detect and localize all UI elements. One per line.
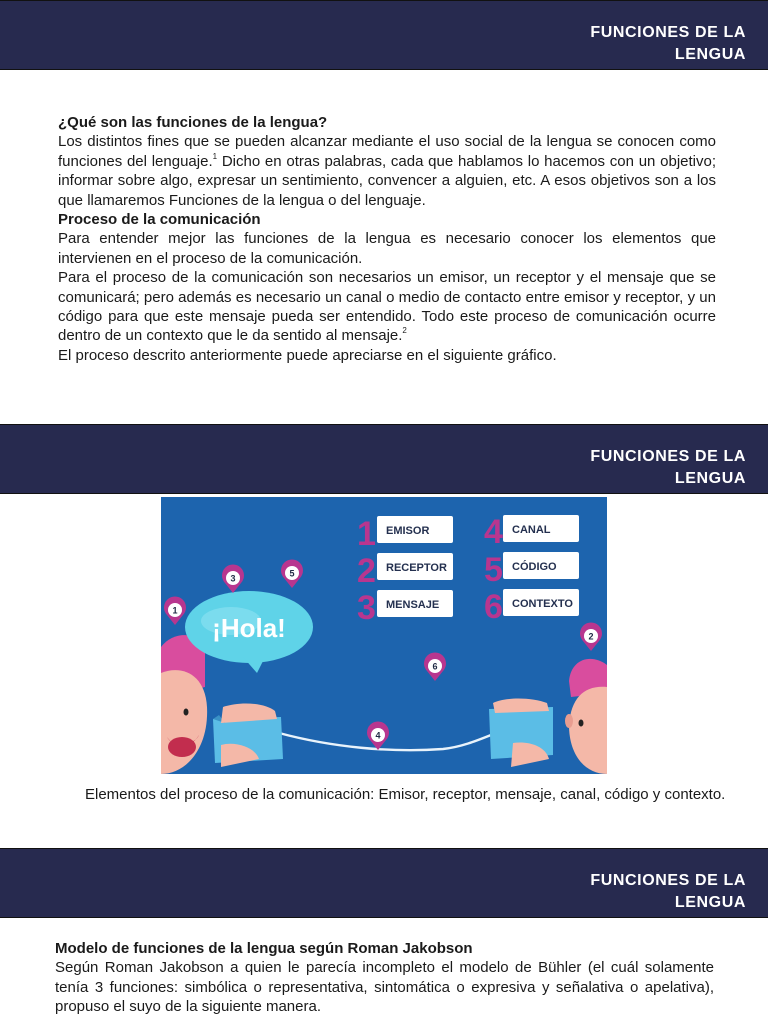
section-heading: Proceso de la comunicación: [58, 211, 261, 229]
element-label-receptor: RECEPTOR: [386, 562, 447, 574]
paragraph: [58, 132, 716, 210]
hola-text: ¡Hola!: [212, 613, 286, 643]
paragraph-text: Para el proceso de la comunicación son necesarios un emisor, un receptor y el mensaje que se comunicará; pero además es necesario un canal o medio de contacto entre emisor y receptor, y un código para que este mensaje pueda ser entendido. Todo este proceso de comunicación ocurre dentro de un contexto que le da sentido al mensaje.: [58, 269, 716, 345]
paragraph: [58, 268, 716, 346]
section-jakobson-model: [55, 939, 714, 1017]
element-label-mensaje: MENSAJE: [386, 599, 440, 611]
figure-caption: [85, 785, 744, 804]
paragraph-text: Dicho en otras palabras, cada que hablamos lo hacemos con un objetivo; informar sobre algo, expresar un sentimiento, convencer a alguien, etc. A esos objetivos son a los que llamaremos Funciones de la lengua o del lenguaje.: [58, 152, 717, 209]
header-banner: [0, 848, 768, 918]
paragraph: Según Roman Jakobson a quien le parecía incompleto el modelo de Bühler (el cuál solamente tenía 3 funciones: simbólica o representativa, sintomática o expresiva y señalativa o apelativa), propuso el suyo de la siguiente manera.: [55, 959, 714, 1016]
header-banner: [0, 424, 768, 494]
header-banner: [0, 0, 768, 70]
element-number: 2: [357, 552, 376, 590]
element-label-emisor: EMISOR: [386, 525, 430, 537]
element-label-codigo: CÓDIGO: [512, 561, 557, 573]
svg-text:6: 6: [432, 661, 438, 672]
caption-text: Elementos del proceso de la comunicación: Emisor, receptor, mensaje, canal, código y contexto.: [85, 786, 726, 803]
banner-title: [486, 22, 746, 66]
footnote-ref[interactable]: 1: [212, 151, 218, 161]
element-number: 1: [357, 515, 376, 553]
paragraph: Para entender mejor las funciones de la lengua es necesario conocer los elementos que intervienen en el proceso de la comunicación.: [58, 230, 716, 267]
section-functions-intro: [58, 113, 716, 365]
svg-text:2: 2: [588, 631, 594, 642]
element-label-canal: CANAL: [512, 524, 551, 536]
banner-title: [486, 870, 746, 914]
section-heading: ¿Qué son las funciones de la lengua?: [58, 114, 328, 131]
svg-text:4: 4: [375, 730, 381, 741]
banner-title-line1: FUNCIONES DE LA: [590, 448, 746, 465]
svg-text:5: 5: [289, 568, 295, 579]
emisor-mouth: [168, 737, 196, 757]
banner-title-line2: LENGUA: [674, 46, 746, 63]
banner-title-line2: LENGUA: [674, 894, 746, 911]
left-can: [213, 704, 283, 767]
svg-text:1: 1: [172, 605, 178, 616]
svg-text:3: 3: [230, 573, 236, 584]
banner-title-line1: FUNCIONES DE LA: [590, 872, 746, 889]
banner-title: [486, 446, 746, 490]
element-list-left: [357, 515, 453, 627]
section-heading: Modelo de funciones de la lengua según Roman Jakobson: [55, 940, 473, 957]
element-number: 3: [357, 589, 376, 627]
communication-process-illustration: [161, 497, 607, 774]
banner-title-line1: FUNCIONES DE LA: [590, 24, 746, 41]
paragraph-text: Los distintos fines que se pueden alcanzar mediante el uso social de la lengua se conocen como funciones del lenguaje.: [58, 133, 716, 170]
element-list-right: [484, 513, 579, 626]
element-number: 6: [484, 588, 503, 626]
right-can: [489, 699, 553, 768]
element-number: 5: [484, 551, 503, 589]
element-number: 4: [484, 513, 503, 551]
element-label-contexto: CONTEXTO: [512, 598, 573, 610]
paragraph: El proceso descrito anteriormente puede apreciarse en el siguiente gráfico.: [58, 346, 557, 364]
banner-title-line2: LENGUA: [674, 470, 746, 487]
footnote-ref[interactable]: 2: [402, 326, 407, 336]
